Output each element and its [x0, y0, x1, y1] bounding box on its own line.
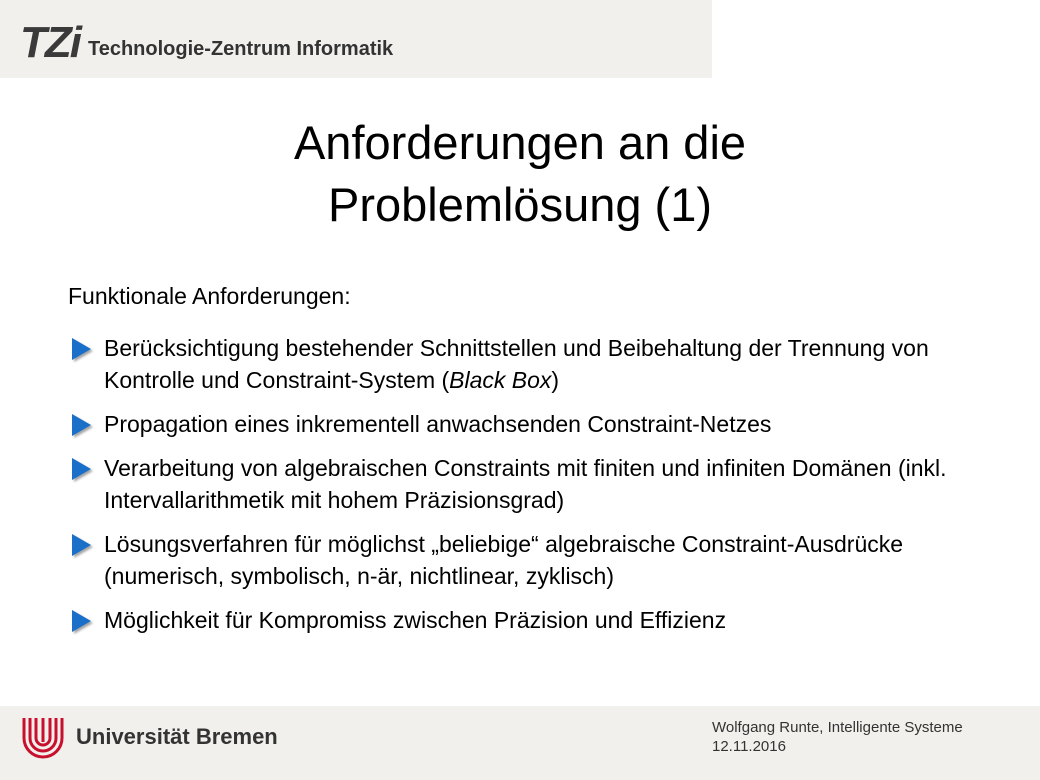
university-seal-icon [20, 712, 66, 762]
bullet-text: Lösungsverfahren für möglichst „beliebige“ algebraische Constraint-Ausdrücke (numerisch, symbolisch, n-är, nichtlinear, zyklisch) [104, 531, 904, 589]
bullet-item [68, 332, 978, 396]
tzi-logo-mark: TZi [20, 18, 80, 67]
arrow-bullet-icon [72, 458, 91, 480]
arrow-bullet-icon [72, 414, 91, 436]
footer-date: 12.11.2016 [712, 738, 786, 755]
bullet-text: Möglichkeit für Kompromiss zwischen Präzision und Effizienz [104, 607, 727, 633]
university-logo [20, 712, 278, 762]
university-name: Universität Bremen [76, 724, 278, 749]
tzi-logo [20, 20, 393, 66]
bullet-item [68, 528, 978, 592]
footer-info [712, 718, 963, 756]
bullet-item [68, 408, 978, 440]
bullet-text: Verarbeitung von algebraischen Constraints mit finiten und infiniten Domänen (inkl. Intervallarithmetik mit hohem Präzisionsgrad) [104, 455, 947, 513]
bullet-list [68, 332, 978, 648]
slide-title-line1: Anforderungen an die [293, 116, 747, 169]
bullet-text: Propagation eines inkrementell anwachsenden Constraint-Netzes [104, 411, 772, 437]
bullet-text: Berücksichtigung bestehender Schnittstellen und Beibehaltung der Trennung von Kontrolle und Constraint-System ( [104, 335, 929, 393]
slide-title [0, 112, 1040, 236]
arrow-bullet-icon [72, 610, 91, 632]
footer-author: Wolfgang Runte, Intelligente Systeme [712, 719, 963, 736]
arrow-bullet-icon [72, 338, 91, 360]
bullet-text-end: ) [551, 367, 560, 393]
bullet-item [68, 452, 978, 516]
arrow-bullet-icon [72, 534, 91, 556]
slide-title-line2: Problemlösung (1) [327, 178, 712, 231]
tzi-logo-text: Technologie-Zentrum Informatik [87, 37, 394, 60]
intro-text: Funktionale Anforderungen: [68, 283, 351, 309]
bullet-emphasis: Black Box [449, 367, 552, 393]
bullet-item [68, 604, 978, 636]
